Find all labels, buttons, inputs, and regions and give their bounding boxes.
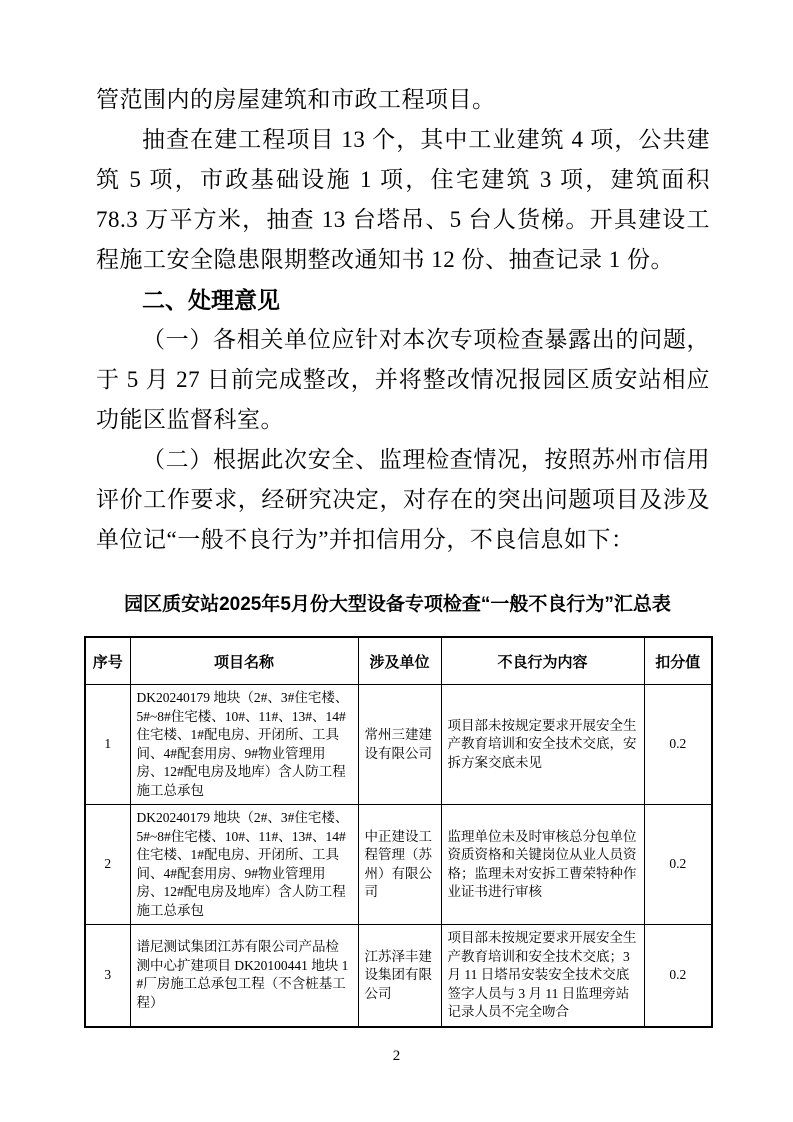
header-involved-unit: 涉及单位 bbox=[358, 637, 441, 685]
summary-table-section bbox=[84, 590, 711, 1028]
body-text-block bbox=[96, 80, 710, 560]
cell-behavior-content: 监理单位未及时审核总分包单位资质资格和关键岗位从业人员资格；监理未对安拆工曹荣特种作业证书进行审核 bbox=[441, 805, 644, 925]
header-seq: 序号 bbox=[85, 637, 130, 685]
paragraph-continuation: 管范围内的房屋建筑和市政工程项目。 bbox=[96, 87, 496, 112]
paragraph-item-one: （一）各相关单位应针对本次专项检查暴露出的问题，于 5 月 27 日前完成整改，并将整改情况报园区质安站相应功能区监督科室。 bbox=[96, 327, 710, 432]
header-deduction-score: 扣分值 bbox=[644, 637, 712, 685]
cell-involved-unit: 中正建设工程管理（苏州）有限公司 bbox=[358, 805, 441, 925]
section-heading-handling-opinions: 二、处理意见 bbox=[142, 287, 280, 313]
header-behavior-content: 不良行为内容 bbox=[441, 637, 644, 685]
cell-deduction-score: 0.2 bbox=[644, 925, 712, 1027]
paragraph-inspection-summary: 抽查在建工程项目 13 个，其中工业建筑 4 项，公共建筑 5 项，市政基础设施 1 项，住宅建筑 3 项，建筑面积 78.3 万平方米，抽查 13 台塔吊、5 台人货梯。开具建设工程施工安全隐患限期整改通知书 12 份、抽查记录 1 份。 bbox=[96, 127, 710, 272]
table-header-row bbox=[85, 637, 712, 685]
cell-project-name: 谱尼测试集团江苏有限公司产品检测中心扩建项目 DK20100441 地块 1#厂房施工总承包工程（不含桩基工程） bbox=[130, 925, 358, 1027]
cell-behavior-content: 项目部未按规定要求开展安全生产教育培训和安全技术交底，安拆方案交底未见 bbox=[441, 685, 644, 805]
cell-deduction-score: 0.2 bbox=[644, 805, 712, 925]
cell-project-name: DK20240179 地块（2#、3#住宅楼、5#~8#住宅楼、10#、11#、13#、14#住宅楼、1#配电房、开闭所、工具间、4#配套用房、9#物业管理用房、12#配电房及地库）含人防工程施工总承包 bbox=[130, 805, 358, 925]
cell-project-name: DK20240179 地块（2#、3#住宅楼、5#~8#住宅楼、10#、11#、13#、14#住宅楼、1#配电房、开闭所、工具间、4#配套用房、9#物业管理用房、12#配电房及地库）含人防工程施工总承包 bbox=[130, 685, 358, 805]
table-row bbox=[85, 805, 712, 925]
table-title: 园区质安站2025年5月份大型设备专项检查“一般不良行为”汇总表 bbox=[124, 594, 671, 615]
cell-behavior-content: 项目部未按规定要求开展安全生产教育培训和安全技术交底；3 月 11 日塔吊安装安全技术交底签字人员与 3 月 11 日监理旁站记录人员不完全吻合 bbox=[441, 925, 644, 1027]
cell-involved-unit: 江苏泽丰建设集团有限公司 bbox=[358, 925, 441, 1027]
header-project-name: 项目名称 bbox=[130, 637, 358, 685]
cell-seq: 1 bbox=[85, 685, 130, 805]
cell-involved-unit: 常州三建建设有限公司 bbox=[358, 685, 441, 805]
cell-seq: 3 bbox=[85, 925, 130, 1027]
paragraph-item-two: （二）根据此次安全、监理检查情况，按照苏州市信用评价工作要求，经研究决定，对存在的突出问题项目及涉及单位记“一般不良行为”并扣信用分，不良信息如下： bbox=[96, 447, 710, 552]
cell-seq: 2 bbox=[85, 805, 130, 925]
page-number: 2 bbox=[392, 1048, 401, 1064]
cell-deduction-score: 0.2 bbox=[644, 685, 712, 805]
bad-behavior-summary-table bbox=[84, 636, 713, 1028]
table-row bbox=[85, 925, 712, 1027]
table-row bbox=[85, 685, 712, 805]
